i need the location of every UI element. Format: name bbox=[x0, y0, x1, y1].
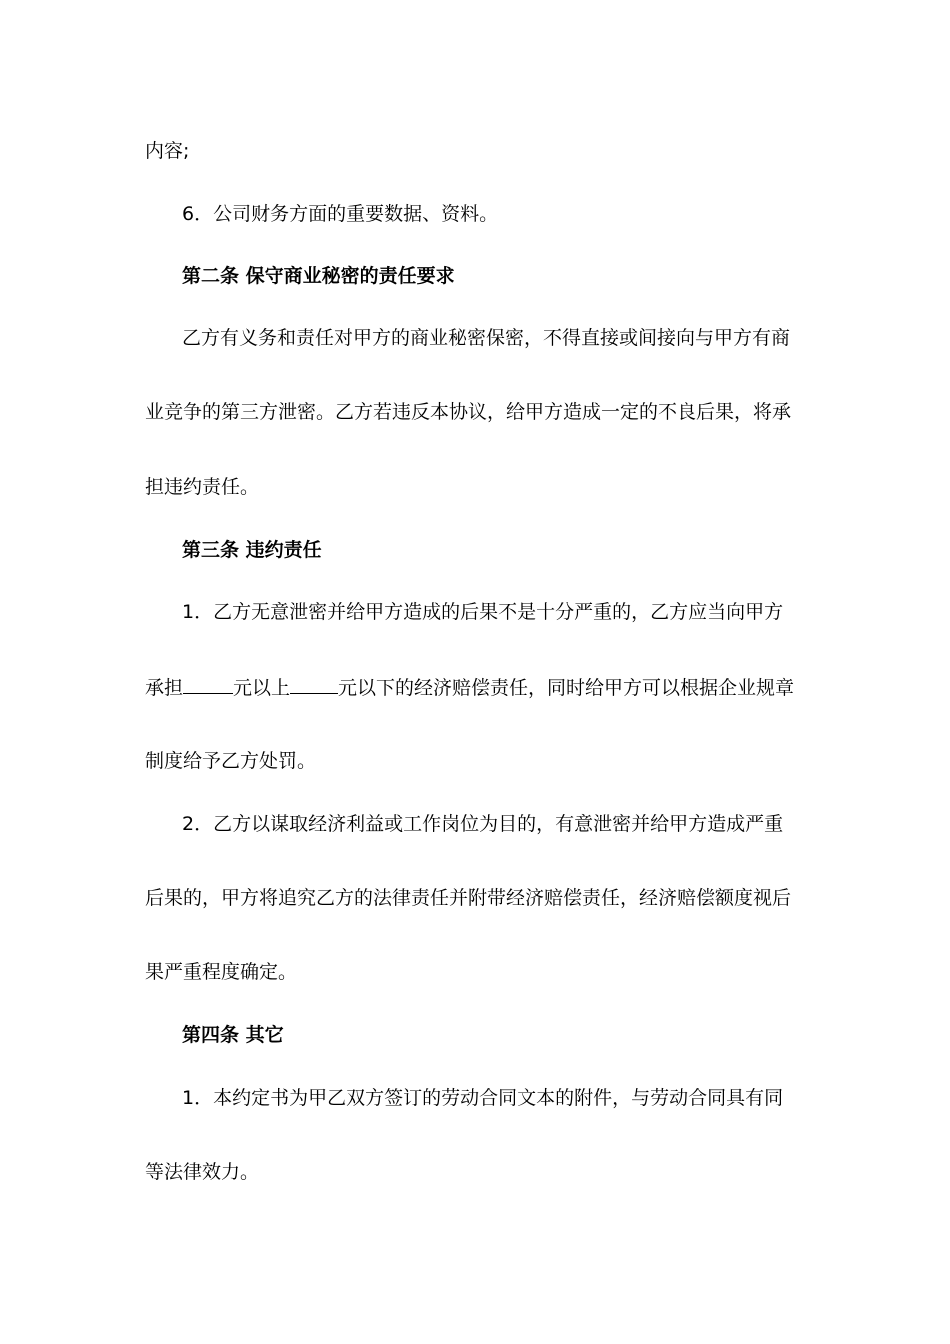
paragraph-line-with-blanks bbox=[145, 675, 794, 700]
text-segment: 承担 bbox=[145, 677, 184, 699]
list-item: 1．本约定书为甲乙双方签订的劳动合同文本的附件，与劳动合同具有同 bbox=[182, 1087, 784, 1109]
list-item: 2．乙方以谋取经济利益或工作岗位为目的，有意泄密并给甲方造成严重 bbox=[182, 813, 784, 835]
paragraph-line: 担违约责任。 bbox=[145, 476, 260, 498]
list-item: 1．乙方无意泄密并给甲方造成的后果不是十分严重的，乙方应当向甲方 bbox=[182, 601, 784, 623]
section-heading: 第四条 其它 bbox=[182, 1024, 284, 1046]
text-segment: 元以上 bbox=[233, 677, 291, 699]
fill-in-blank bbox=[183, 675, 233, 694]
section-heading: 第三条 违约责任 bbox=[182, 539, 322, 561]
paragraph-line: 后果的，甲方将追究乙方的法律责任并附带经济赔偿责任，经济赔偿额度视后 bbox=[145, 887, 792, 909]
paragraph-line: 制度给予乙方处罚。 bbox=[145, 750, 317, 772]
paragraph-line: 内容; bbox=[145, 140, 190, 162]
paragraph-line: 等法律效力。 bbox=[145, 1161, 260, 1183]
paragraph-line: 业竞争的第三方泄密。乙方若违反本协议，给甲方造成一定的不良后果，将承 bbox=[145, 401, 792, 423]
paragraph-line: 乙方有义务和责任对甲方的商业秘密保密，不得直接或间接向与甲方有商 bbox=[182, 327, 791, 349]
text-segment: 元以下的经济赔偿责任，同时给甲方可以根据企业规章 bbox=[338, 677, 795, 699]
section-heading: 第二条 保守商业秘密的责任要求 bbox=[182, 265, 455, 287]
list-item: 6．公司财务方面的重要数据、资料。 bbox=[182, 203, 499, 225]
paragraph-line: 果严重程度确定。 bbox=[145, 961, 298, 983]
fill-in-blank bbox=[290, 675, 338, 694]
